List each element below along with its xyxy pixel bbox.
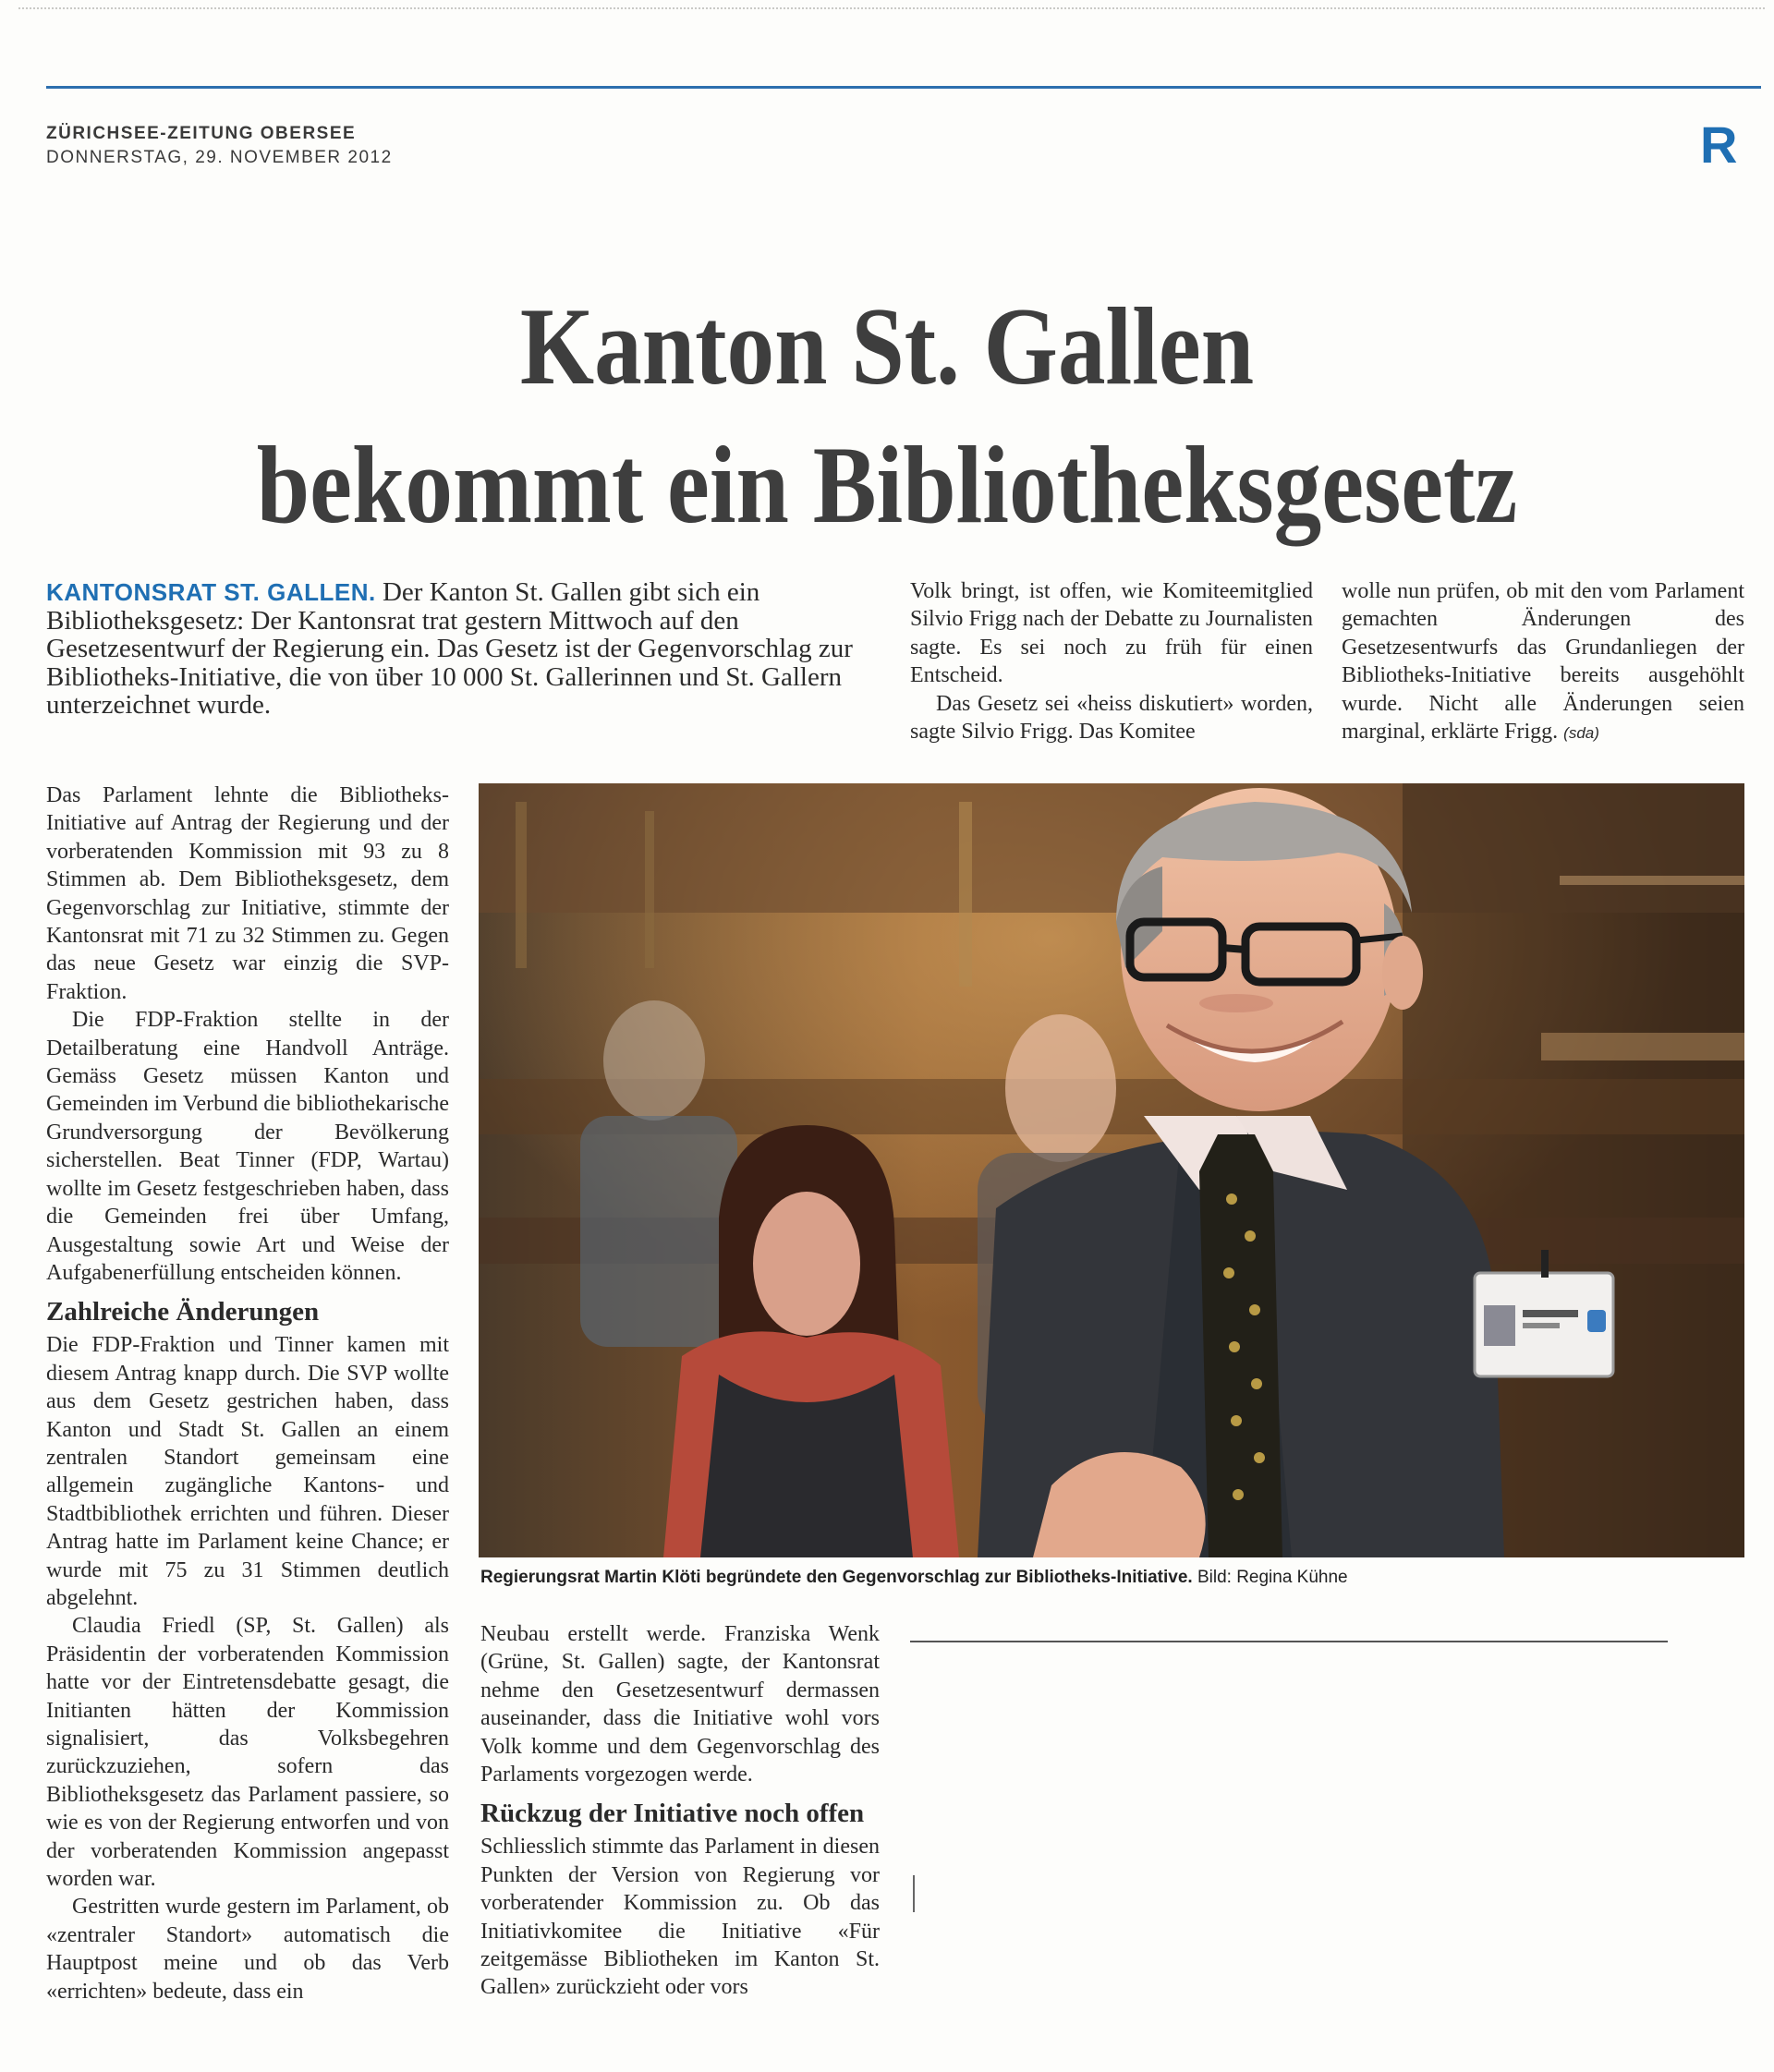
headline-line-1: Kanton St. Gallen	[519, 285, 1255, 407]
paragraph: Gestritten wurde gestern im Parlament, ob «zentraler Standort» automatisch die Hauptpost meine und ob das Verb «errichten» bedeute, dass ein	[46, 1895, 449, 2004]
column-top-middle	[910, 577, 1313, 745]
column-top-right	[1342, 577, 1744, 747]
paragraph: Neubau erstellt werde. Franziska Wenk (Grüne, St. Gallen) sagte, der Kantonsrat nehme den Gesetzesentwurf dermassen auseinander, dass die Initiative wohl vors Volk komme und dem Gegenvorschlag des Parlaments vorgezogen werde.	[480, 1622, 880, 1787]
column-divider-rule	[910, 1641, 1668, 1642]
header-rule	[46, 86, 1761, 89]
publication-name: ZÜRICHSEE-ZEITUNG OBERSEE	[46, 124, 357, 143]
agency-credit: (sda)	[1563, 724, 1599, 743]
publication-date: DONNERSTAG, 29. NOVEMBER 2012	[46, 148, 393, 167]
paragraph: Das Gesetz sei «heiss diskutiert» worden, sagte Silvio Frigg. Das Komitee	[910, 691, 1313, 745]
subheading: Rückzug der Initiative noch offen	[480, 1799, 865, 1829]
paragraph-text: wolle nun prüfen, ob mit den vom Parlament gemachten Änderungen des Gesetzesentwurfs das Grundanliegen der Bibliotheks-Initiative bereits ausgehöhlt wurde. Nicht alle Änderungen seien marginal, erklärte Frigg.	[1342, 579, 1744, 745]
paragraph: Schliesslich stimmte das Parlament in diesen Punkten der Version von Regierung vor vorberatender Kommission zu. Ob das Initiativkomitee die Initiative «Für zeitgemässe Bibliotheken im Kanton St. Gallen» zurückzieht oder vors	[480, 1835, 880, 2000]
headline-line-2: bekommt ein Bibliotheksgesetz	[256, 423, 1518, 546]
photo-credit: Bild: Regina Kühne	[1197, 1568, 1348, 1587]
paragraph: Die FDP-Fraktion stellte in der Detailberatung eine Handvoll Anträge. Gemäss Gesetz müssen Kanton und Gemeinden im Verbund die bibliothekarische Grundversorgung der Bevölkerung sicherstellen. Beat Tinner (FDP, Wartau) wollte im Gesetz festgeschrieben haben, dass die Gemeinden frei über Umfang, Ausgestaltung sowie Art und Weise der Aufgabenerfüllung entscheiden können.	[46, 1008, 449, 1285]
paragraph: Die FDP-Fraktion und Tinner kamen mit diesem Antrag knapp durch. Die SVP wollte aus dem Gesetz gestrichen haben, dass Kanton und Stadt St. Gallen an einem zentralen Standort gemeinsam eine allgemein zugängliche Kantons- und Stadtbibliothek errichten und führen. Dieser Antrag hatte im Parlament keine Chance; er wurde mit 75 zu 31 Stimmen deutlich abgelehnt.	[46, 1333, 449, 1610]
lead-paragraph	[46, 578, 878, 720]
column-left	[46, 782, 449, 2005]
paragraph: Volk bringt, ist offen, wie Komiteemitglied Silvio Frigg nach der Debatte zu Journalisten sagte. Es sei noch zu früh für einen Entscheid.	[910, 579, 1313, 688]
subheading: Zahlreiche Änderungen	[46, 1297, 320, 1327]
paragraph: Das Parlament lehnte die Bibliotheks-Initiative auf Antrag der Regierung und der vorberatenden Kommission mit 93 zu 8 Stimmen ab. Dem Bibliotheksgesetz, dem Gegenvorschlag zur Initiative, stimmte der Kantonsrat mit 71 zu 32 Stimmen zu. Gegen das neue Gesetz war einzig die SVP-Fraktion.	[46, 783, 449, 1004]
paragraph	[1342, 577, 1744, 747]
lead-kicker: KANTONSRAT ST. GALLEN.	[46, 578, 376, 606]
column-divider-mark	[913, 1875, 915, 1912]
paragraph: Claudia Friedl (SP, St. Gallen) als Präsidentin der vorberatenden Kommission hatte vor der Eintretensdebatte gesagt, die Initianten hätten der Kommission signalisiert, das Volksbegehren zurückzuziehen, sofern das Bibliotheksgesetz das Parlament passiere, so wie es von der Regierung entworfen und von der vorberatenden Kommission angepasst worden war.	[46, 1614, 449, 1892]
article-photo	[479, 783, 1744, 1557]
photo-caption	[480, 1568, 1746, 1588]
column-bottom	[480, 1620, 880, 2002]
caption-text: Regierungsrat Martin Klöti begründete den Gegenvorschlag zur Bibliotheks-Initiative.	[480, 1568, 1193, 1587]
page-top-dotted-rule	[18, 7, 1765, 9]
section-mark: R	[1700, 115, 1738, 174]
lead-text: Der Kanton St. Gallen gibt sich ein Bibliotheksgesetz: Der Kantonsrat trat gestern Mittwoch auf den Gesetzesentwurf der Regierung ein. Das Gesetz ist der Gegenvorschlag zur Bibliotheks-Initiative, die von über 10 000 St. Gallerinnen und St. Gallern unterzeichnet wurde.	[46, 577, 853, 720]
